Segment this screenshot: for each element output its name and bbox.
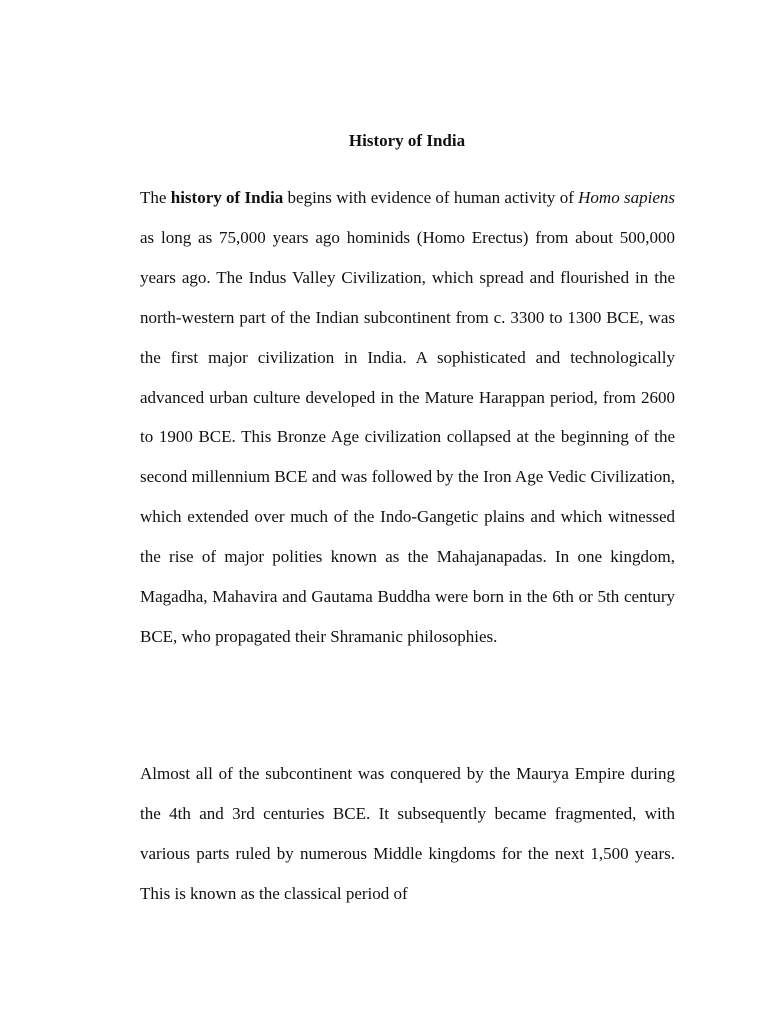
paragraph-1-run: begins with evidence of human activity of — [283, 188, 579, 207]
paragraph-2 — [140, 754, 675, 914]
paragraph-1-bold-term: history of India — [170, 188, 284, 207]
document-title: History of India — [348, 131, 466, 150]
paragraph-1-italic-term: Homo sapiens — [578, 188, 676, 207]
paragraph-1 — [140, 178, 675, 657]
paragraph-2-run: Almost all of the subcontinent was conquered by the Maurya Empire during the 4th and 3rd centuries BCE. It subsequently became fragmented, with various parts ruled by numerous Middle kingdoms for the next 1,500 years. This is known as the classical period of — [140, 764, 675, 903]
paragraph-1-run: The — [140, 188, 171, 207]
paragraph-1-run: as long as 75,000 years ago hominids (Homo Erectus) from about 500,000 years ago. The Indus Valley Civilization, which spread and flourished in the north-western part of the Indian subcontinent from c. 3300 to 1300 BCE, was the first major civilization in India. A sophisticated and technologically advanced urban culture developed in the Mature Harappan period, from 2600 to 1900 BCE. This Bronze Age civilization collapsed at the beginning of the second millennium BCE and was followed by the Iron Age Vedic Civilization, which extended over much of the Indo-Gangetic plains and which witnessed the rise of major polities known as the Mahajanapadas. In one kingdom, Magadha, Mahavira and Gautama Buddha were born in the 6th or 5th century BCE, who propagated their Shramanic philosophies. — [140, 227, 675, 646]
